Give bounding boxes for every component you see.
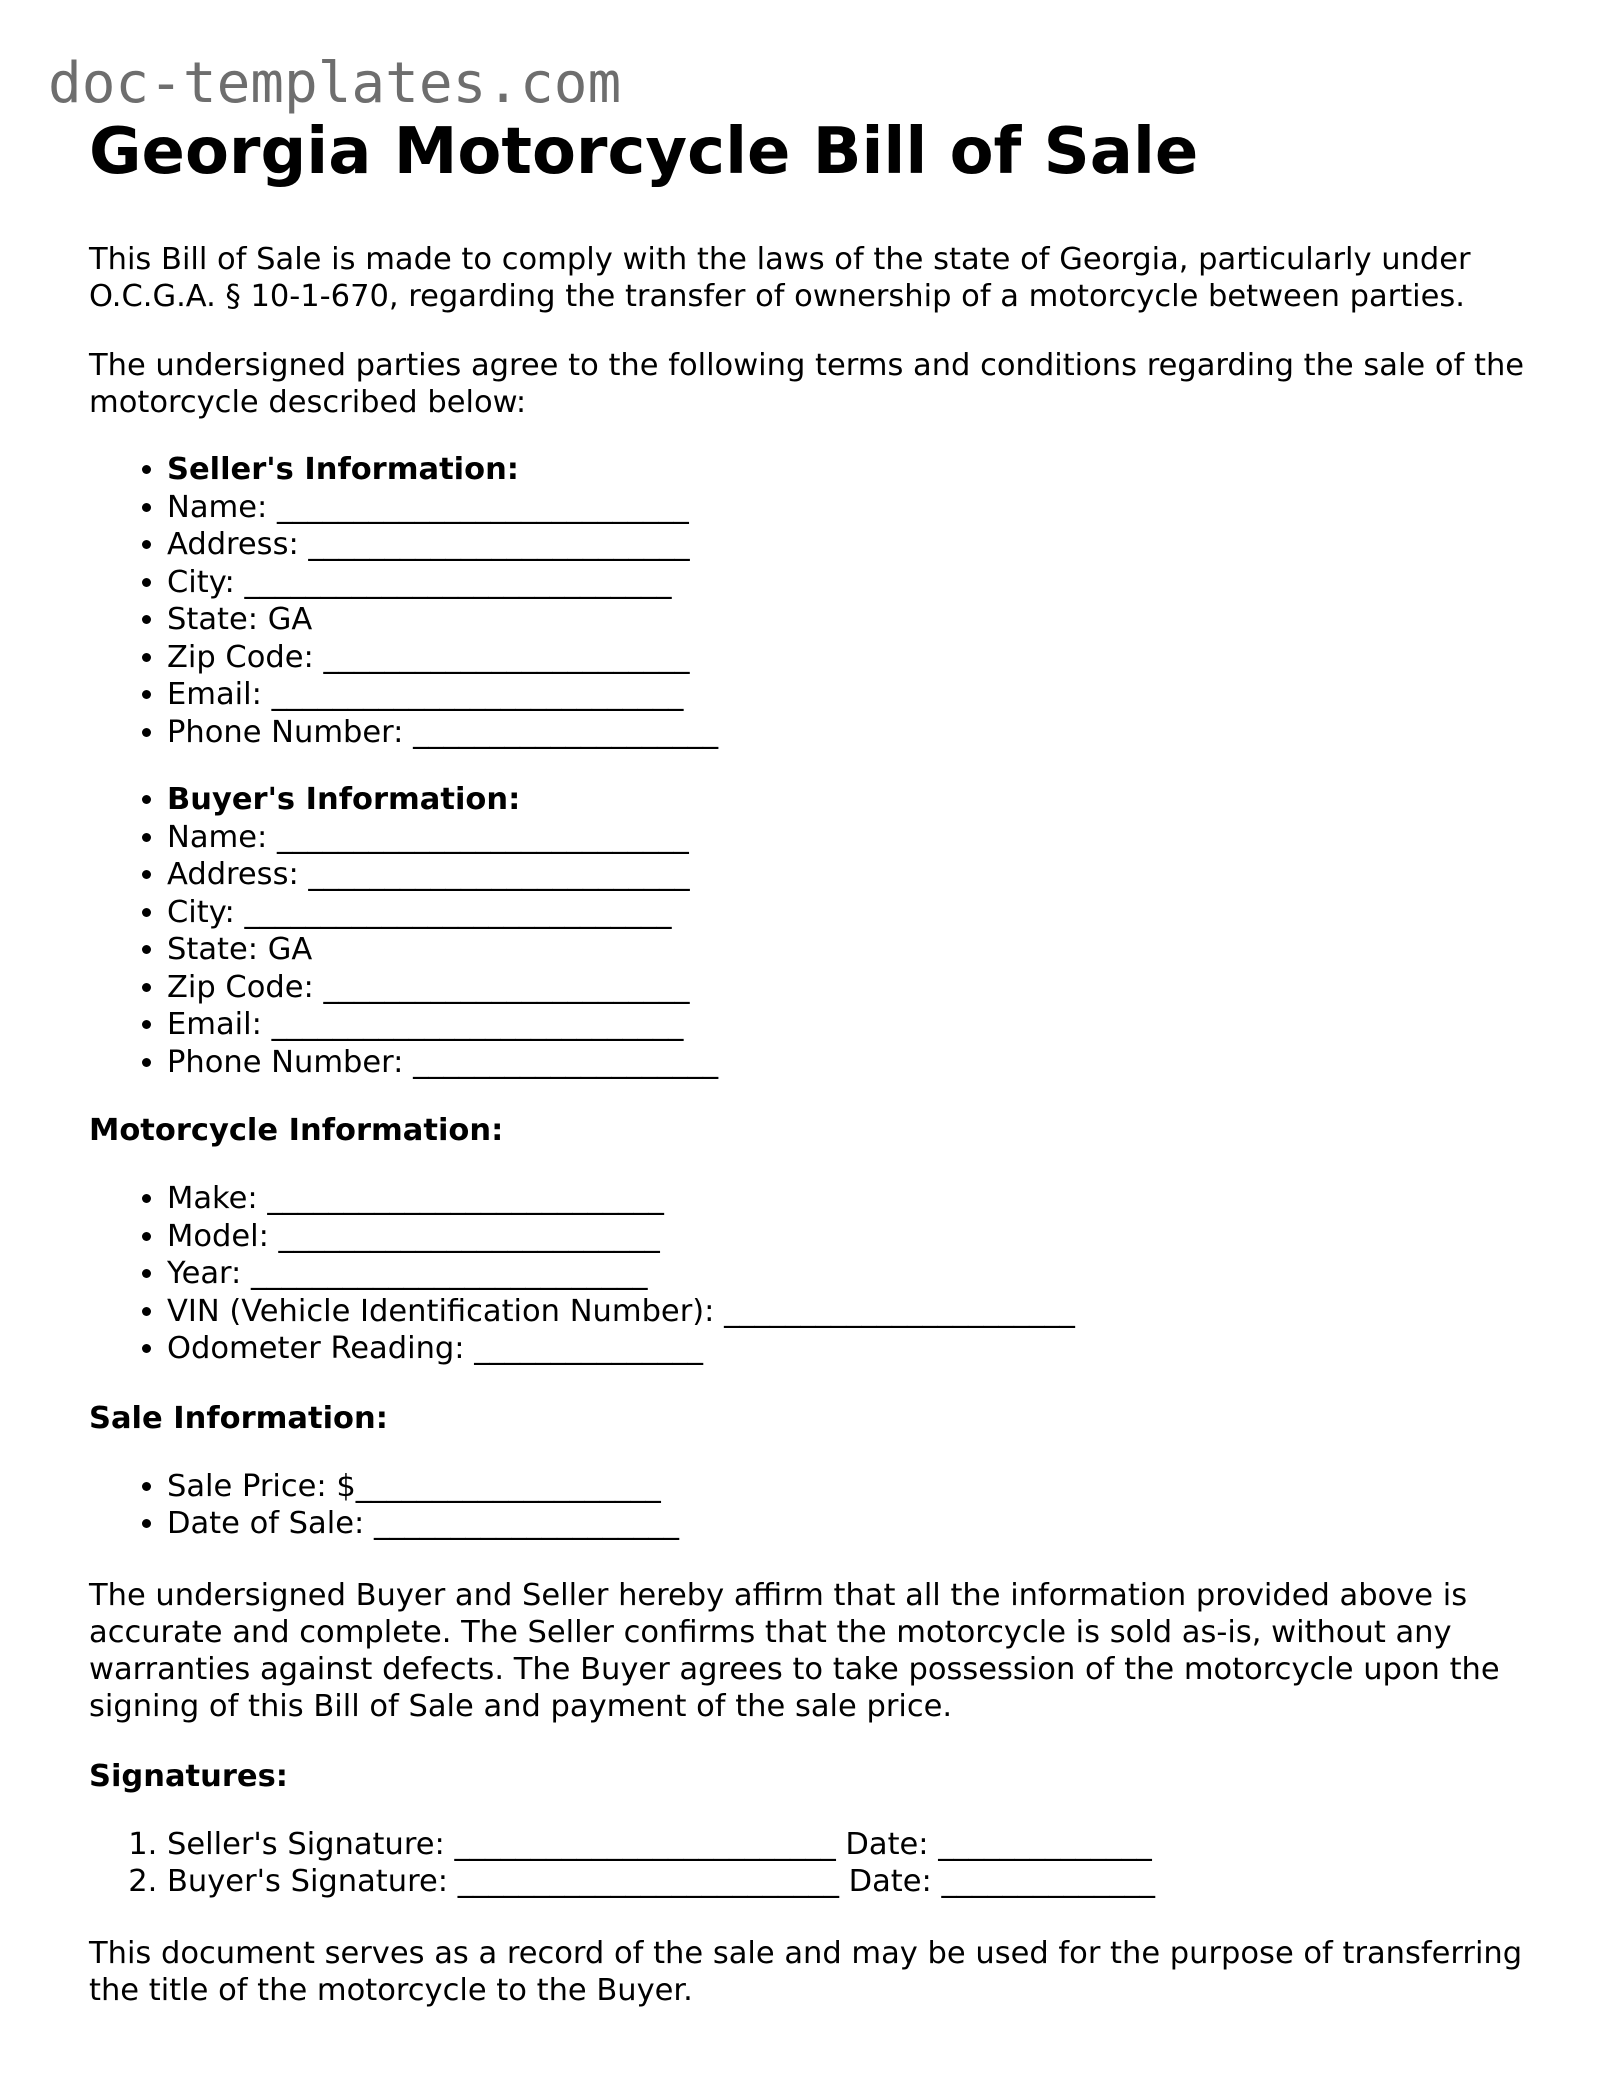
buyer-info-heading: • Buyer's Information: <box>167 781 1529 819</box>
signatures-heading: Signatures: <box>89 1758 288 1794</box>
buyer-city-field: • City: ____________________________ <box>167 894 1529 932</box>
buyer-phone-field: • Phone Number: ____________________ <box>167 1044 1529 1082</box>
motorcycle-make-field: • Make: __________________________ <box>167 1180 1529 1218</box>
seller-email-field: • Email: ___________________________ <box>167 676 1529 714</box>
intro-paragraph: This Bill of Sale is made to comply with the laws of the state of Georgia, particularly under O.C.G.A. § 10-1-670, regarding the transfer of ownership of a motorcycle between parties. <box>89 242 1471 314</box>
motorcycle-vin-field: • VIN (Vehicle Identification Number): _______________________ <box>167 1293 1529 1331</box>
seller-state-field: • State: GA <box>167 601 1529 639</box>
buyer-info-list <box>89 781 1529 1081</box>
closing-paragraph: This document serves as a record of the sale and may be used for the purpose of transferring the title of the motorcycle to the Buyer. <box>89 1935 1523 2008</box>
affirmation-paragraph: The undersigned Buyer and Seller hereby affirm that all the information provided above is accurate and complete. The Seller confirms that the motorcycle is sold as-is, without any warranties against defects. The Buyer agrees to take possession of the motorcycle upon the signing of this Bill of Sale and payment of the sale price. <box>89 1577 1500 1724</box>
buyer-address-field: • Address: _________________________ <box>167 856 1529 894</box>
watermark: doc-templates.com <box>48 51 622 116</box>
seller-address-field: • Address: _________________________ <box>167 526 1529 564</box>
buyer-state-field: • State: GA <box>167 931 1529 969</box>
buyer-email-field: • Email: ___________________________ <box>167 1006 1529 1044</box>
sale-info-list <box>89 1468 1529 1543</box>
motorcycle-year-field: • Year: __________________________ <box>167 1255 1529 1293</box>
seller-info-heading: • Seller's Information: <box>167 451 1529 489</box>
motorcycle-info-list <box>89 1180 1529 1368</box>
seller-name-field: • Name: ___________________________ <box>167 489 1529 527</box>
buyer-zip-field: • Zip Code: ________________________ <box>167 969 1529 1007</box>
seller-phone-field: • Phone Number: ____________________ <box>167 714 1529 752</box>
document-content <box>89 112 1529 2009</box>
motorcycle-odometer-field: • Odometer Reading: _______________ <box>167 1330 1529 1368</box>
sale-date-field: • Date of Sale: ____________________ <box>167 1505 1529 1543</box>
seller-city-field: • City: ____________________________ <box>167 564 1529 602</box>
seller-signature-line: 1. Seller's Signature: _________________________ Date: ______________ <box>167 1826 1529 1864</box>
sale-price-field: • Sale Price: $____________________ <box>167 1468 1529 1506</box>
buyer-name-field: • Name: ___________________________ <box>167 819 1529 857</box>
buyer-signature-line: 2. Buyer's Signature: _________________________ Date: ______________ <box>167 1863 1529 1901</box>
page-title: Georgia Motorcycle Bill of Sale <box>89 115 1199 189</box>
terms-paragraph: The undersigned parties agree to the following terms and conditions regarding the sale of the motorcycle described below: <box>89 348 1525 420</box>
seller-zip-field: • Zip Code: ________________________ <box>167 639 1529 677</box>
signatures-list <box>89 1826 1529 1901</box>
seller-info-list <box>89 451 1529 751</box>
motorcycle-model-field: • Model: _________________________ <box>167 1218 1529 1256</box>
motorcycle-info-heading: Motorcycle Information: <box>89 1113 504 1148</box>
sale-info-heading: Sale Information: <box>89 1400 388 1436</box>
